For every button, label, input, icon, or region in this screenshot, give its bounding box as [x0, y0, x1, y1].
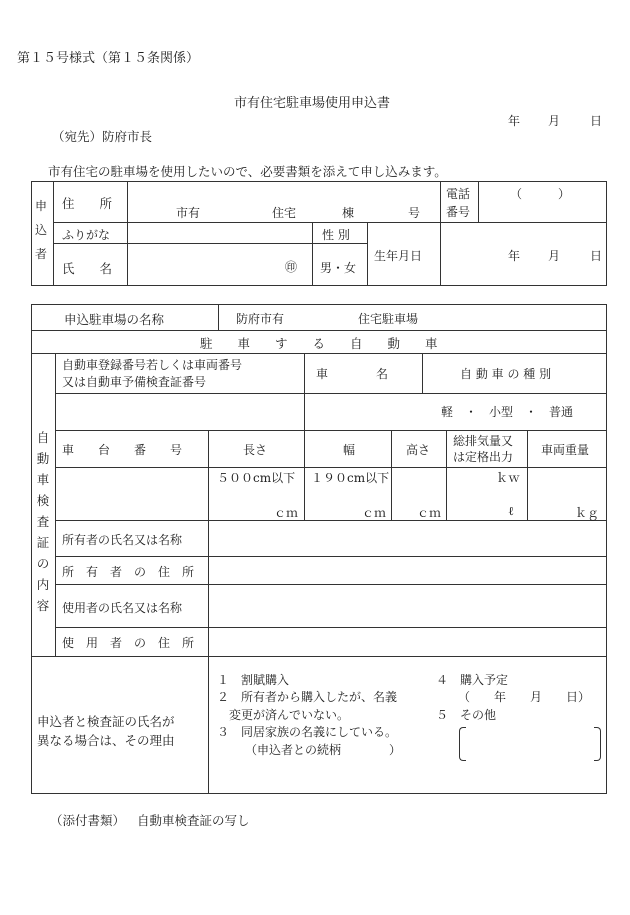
phone-area-code: （ ）: [510, 187, 571, 201]
address-part-building: 棟: [342, 206, 355, 220]
reason-label-2: 異なる場合は、その理由: [37, 733, 175, 748]
phone-label: 電話: [446, 187, 471, 201]
parking-name-suffix: 住宅駐車場: [358, 312, 419, 326]
inspection-label: 自 動 車 検 査 証 の 内 容: [36, 430, 50, 613]
chassis-label: 車 台 番 号: [62, 443, 183, 457]
length-limit: ５００cm以下: [217, 471, 296, 485]
displacement-label-1: 総排気量又: [453, 434, 514, 448]
name-label: 氏 名: [62, 261, 113, 276]
birth-year: 年: [508, 249, 521, 263]
reason-label-1: 申込者と検査証の氏名が: [37, 714, 175, 729]
applicant-label-2: 込: [35, 223, 48, 237]
date-month: 月: [548, 114, 561, 128]
applicant-label-3: 者: [35, 247, 48, 261]
address-part-housing: 住宅: [272, 206, 297, 220]
other-reason-bracket-left: [459, 727, 466, 761]
reason-4: ４ 購入予定: [436, 673, 509, 687]
weight-label: 車両重量: [541, 443, 590, 457]
phone-label-2: 番号: [446, 205, 471, 219]
attachment-value: 自動車検査証の写し: [137, 813, 250, 828]
addressee: （宛先）防府市長: [52, 129, 153, 144]
unit-liter: ℓ: [508, 504, 514, 518]
owner-name-label: 所有者の氏名又は名称: [62, 533, 183, 547]
width-limit: １９０cm以下: [311, 471, 390, 485]
user-address-label: 使 用 者 の 住 所: [62, 636, 195, 650]
reason-1: １ 割賦購入: [217, 673, 290, 687]
registration-label-2: 又は自動車予備検査証番号: [62, 375, 207, 389]
birth-month: 月: [548, 249, 561, 263]
unit-width: ｃｍ: [362, 506, 387, 520]
address-label: 住 所: [62, 196, 113, 211]
reason-4-date: （ 年 月 日）: [458, 690, 591, 704]
page-title: 市有住宅駐車場使用申込書: [234, 96, 391, 111]
sex-label: 性 別: [322, 228, 350, 242]
attachment-label: （添付書類）: [50, 813, 126, 828]
height-label: 高さ: [406, 443, 431, 457]
furigana-label: ふりがな: [62, 228, 111, 242]
vehicle-header: 駐 車 す る 自 動 車: [200, 336, 438, 351]
date-year: 年: [508, 114, 521, 128]
birthdate-label: 生年月日: [374, 249, 423, 263]
birth-day: 日: [590, 249, 603, 263]
date-day: 日: [590, 114, 603, 128]
intro-text: 市有住宅の駐車場を使用したいので、必要書類を添えて申し込みます。: [48, 164, 447, 179]
sex-value: 男・女: [320, 261, 357, 275]
owner-address-label: 所 有 者 の 住 所: [62, 565, 195, 579]
parking-name-label: 申込駐車場の名称: [64, 312, 165, 327]
address-part-number: 号: [408, 206, 421, 220]
unit-height: ｃｍ: [417, 506, 442, 520]
seal-mark: ㊞: [285, 260, 298, 274]
displacement-label-2: は定格出力: [453, 450, 514, 464]
unit-kw: ｋｗ: [496, 471, 521, 485]
length-label: 長さ: [243, 443, 268, 457]
user-name-label: 使用者の氏名又は名称: [62, 601, 183, 615]
applicant-label-1: 申: [35, 199, 48, 213]
car-type-options: 軽 ・ 小型 ・ 普通: [441, 405, 574, 419]
other-reason-bracket-right: [594, 727, 601, 761]
parking-name-prefix: 防府市有: [236, 312, 285, 326]
reason-5: ５ その他: [436, 708, 497, 722]
width-label: 幅: [343, 443, 356, 457]
reason-2: ２ 所有者から購入したが、名義: [217, 690, 398, 704]
reason-3: ３ 同居家族の名義にしている。: [217, 725, 398, 739]
address-part-city: 市有: [176, 206, 201, 220]
registration-label-1: 自動車登録番号若しくは車両番号: [62, 358, 243, 372]
car-name-label: 車 名: [316, 367, 389, 381]
reason-3-relationship: （申込者との続柄 ）: [245, 743, 402, 757]
car-type-label: 自 動 車 の 種 別: [460, 367, 552, 381]
unit-kg: ｋｇ: [575, 506, 600, 520]
unit-length: ｃｍ: [274, 506, 299, 520]
form-number: 第１５号様式（第１５条関係）: [17, 51, 200, 66]
reason-2-continued: 変更が済んでいない。: [229, 708, 350, 722]
